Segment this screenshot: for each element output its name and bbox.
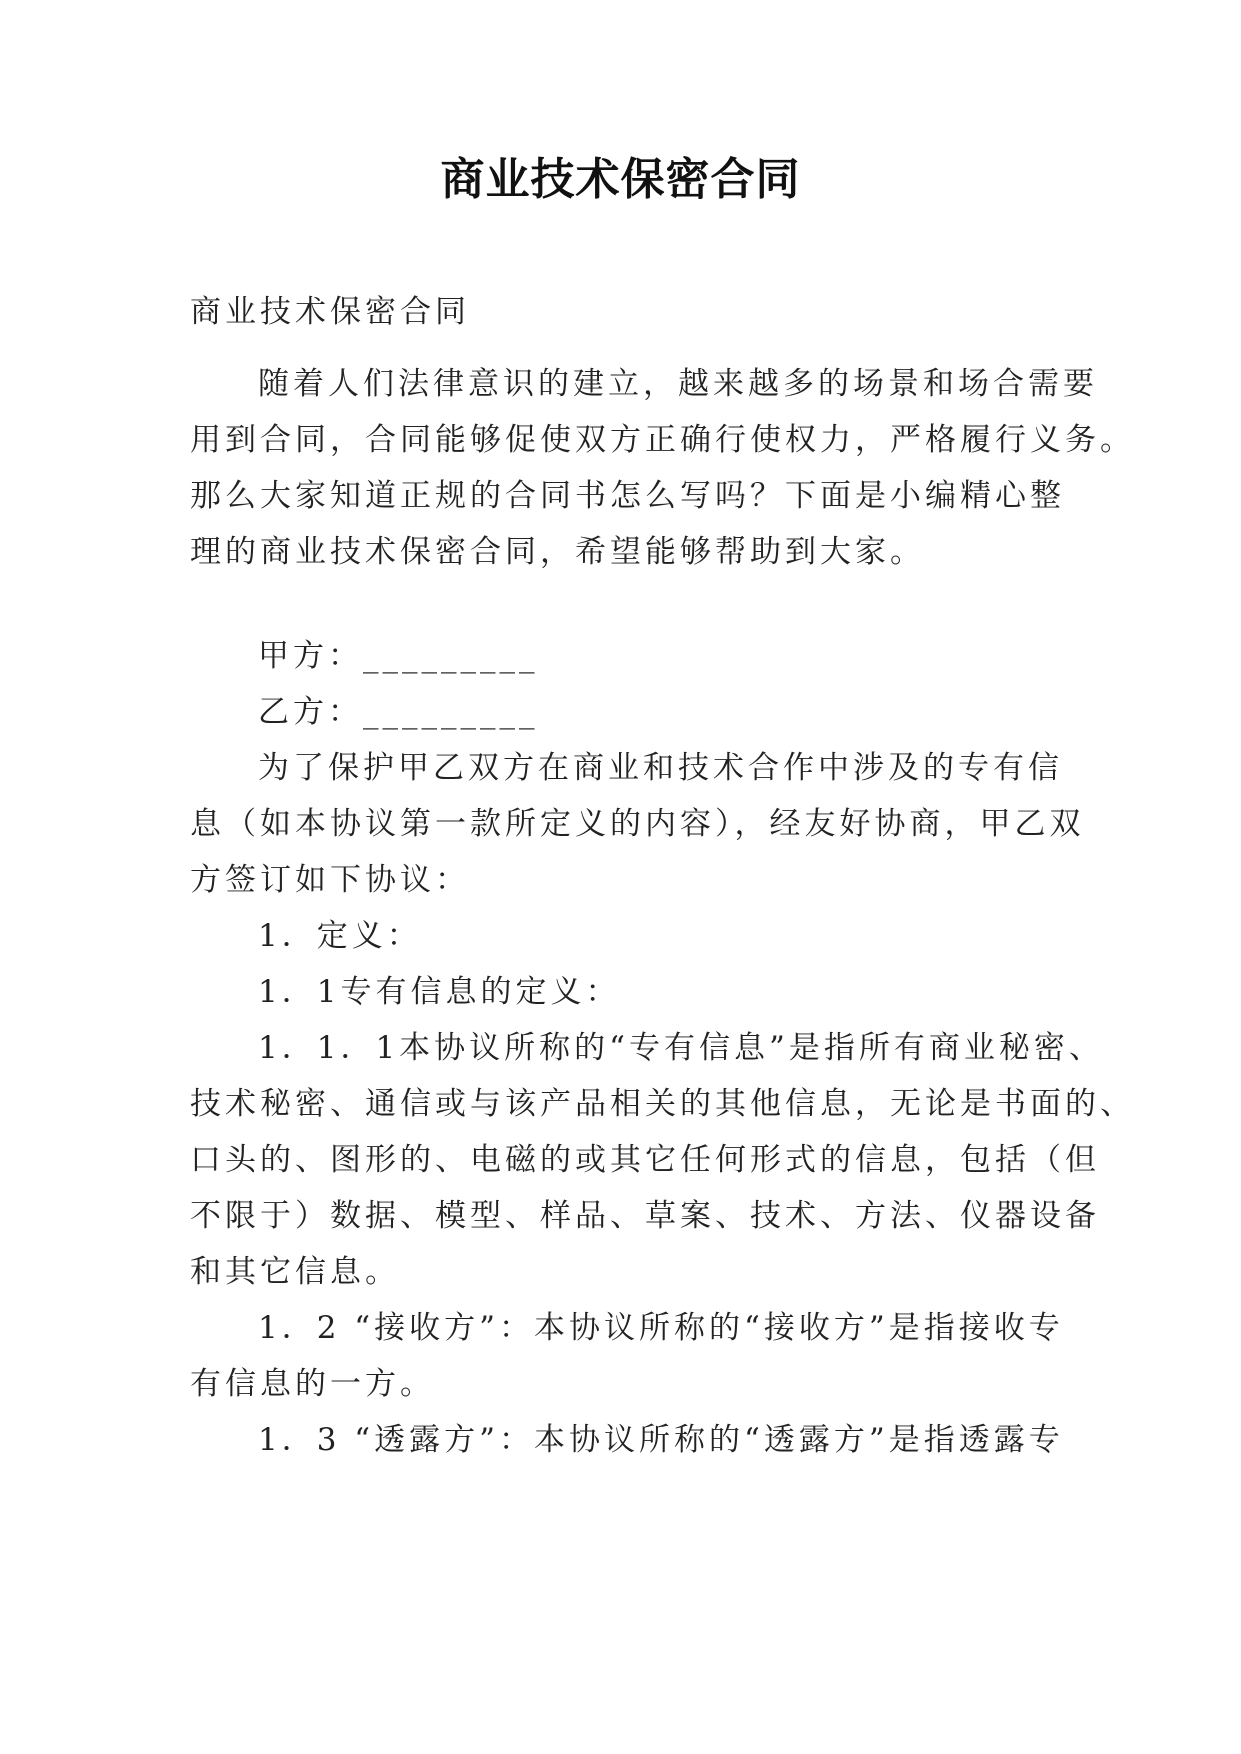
paragraph-line: 口头的、图形的、电磁的或其它任何形式的信息，包括（但 (190, 1142, 1100, 1178)
paragraph-line: 不限于）数据、模型、样品、草案、技术、方法、仪器设备 (190, 1198, 1100, 1234)
section-heading: 1．定义： (258, 918, 422, 954)
paragraph-line: 用到合同，合同能够促使双方正确行使权力，严格履行义务。 (190, 422, 1135, 458)
paragraph-line: 为了保护甲乙双方在商业和技术合作中涉及的专有信 (258, 750, 1063, 786)
document-title: 商业技术保密合同 (440, 154, 801, 205)
party-b-line: 乙方：_________ (258, 694, 539, 730)
paragraph-line: 那么大家知道正规的合同书怎么写吗？下面是小编精心整 (190, 478, 1065, 514)
paragraph-line: 1．2 “接收方”：本协议所称的“接收方”是指接收专 (258, 1310, 1064, 1346)
paragraph-line: 1．1．1本协议所称的“专有信息”是指所有商业秘密、 (258, 1030, 1104, 1066)
paragraph-line: 随着人们法律意识的建立，越来越多的场景和场合需要 (258, 366, 1098, 402)
paragraph-line: 和其它信息。 (190, 1254, 400, 1290)
paragraph-line: 技术秘密、通信或与该产品相关的其他信息，无论是书面的、 (190, 1086, 1135, 1122)
paragraph-line: 有信息的一方。 (190, 1366, 435, 1402)
section-heading: 1．1专有信息的定义： (258, 974, 621, 1010)
paragraph-line: 方签订如下协议： (190, 862, 470, 898)
paragraph-line: 1．3 “透露方”：本协议所称的“透露方”是指透露专 (258, 1422, 1064, 1458)
document-subtitle: 商业技术保密合同 (190, 294, 470, 330)
paragraph-line: 息（如本协议第一款所定义的内容），经友好协商，甲乙双 (190, 806, 1085, 842)
paragraph-line: 理的商业技术保密合同，希望能够帮助到大家。 (190, 534, 925, 570)
party-a-line: 甲方：_________ (258, 638, 539, 674)
